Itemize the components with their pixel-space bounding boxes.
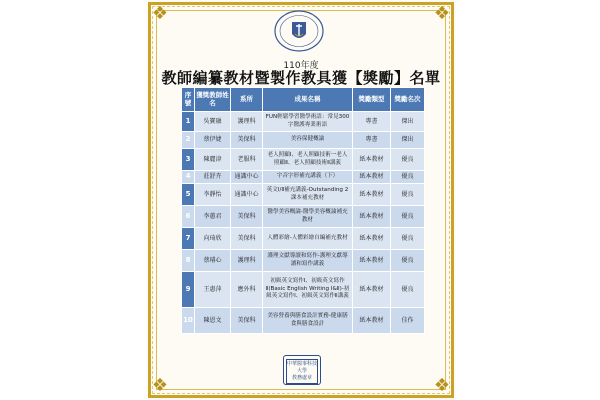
cell-dept: 通識中心 (231, 171, 263, 184)
cell-no: 7 (182, 228, 195, 250)
cell-rank: 優良 (391, 272, 425, 308)
table-row (182, 250, 425, 272)
cell-rank: 傑出 (391, 132, 425, 149)
cell-dept: 美保科 (231, 206, 263, 228)
cell-name: 吳寶融 (195, 112, 231, 132)
corner-ornament-icon: ❖ (151, 3, 169, 24)
cell-work: 初級英文寫作Ⅰ、初級英文寫作Ⅱ(Basic English Writing Ⅰ&Ⅱ)-初級英文寫作Ⅰ、初級英文寫作Ⅱ講義 (263, 272, 353, 308)
school-emblem-icon (273, 8, 325, 54)
corner-ornament-icon: ❖ (433, 375, 451, 396)
year-label: 110年度 (283, 61, 319, 71)
cell-type: 紙本教材 (353, 250, 391, 272)
cell-work: 英文Ⅰ/Ⅱ補充講義-Outstanding 2 課本補充教材 (263, 184, 353, 206)
table-row (182, 206, 425, 228)
official-stamp (283, 355, 321, 385)
cell-name: 王惠萍 (195, 272, 231, 308)
cell-name: 李靜怡 (195, 184, 231, 206)
cell-rank: 優良 (391, 228, 425, 250)
cell-dept: 通識中心 (231, 184, 263, 206)
cell-no: 8 (182, 250, 195, 272)
cell-name: 莊舒卉 (195, 171, 231, 184)
column-header: 獎勵名次 (391, 88, 425, 112)
cell-type: 紙本教材 (353, 184, 391, 206)
cell-work: 老人照顧Ⅰ、老人照顧技術一老人照顧Ⅱ、老人照顧技術Ⅱ講義 (263, 149, 353, 171)
cell-type: 紙本教材 (353, 206, 391, 228)
column-header: 序號 (182, 88, 195, 112)
cell-type: 紙本教材 (353, 272, 391, 308)
cell-work: 美容營養與膳食設計實務-健康膳食與膳食設計 (263, 308, 353, 334)
cell-rank: 優良 (391, 206, 425, 228)
cell-dept: 老服科 (231, 149, 263, 171)
table-row (182, 149, 425, 171)
stamp-line-1: 中華醫事科技大學 (287, 361, 318, 374)
cell-work: 宇音字形補充講義（下） (263, 171, 353, 184)
cell-no: 3 (182, 149, 195, 171)
cell-dept: 護理科 (231, 112, 263, 132)
table-row (182, 112, 425, 132)
cell-no: 1 (182, 112, 195, 132)
cell-rank: 傑出 (391, 112, 425, 132)
cell-name: 蔡伊婕 (195, 132, 231, 149)
cell-type: 紙本教材 (353, 308, 391, 334)
cell-name: 蔡璿心 (195, 250, 231, 272)
cell-type: 紙本教材 (353, 149, 391, 171)
award-table (181, 87, 425, 334)
corner-ornament-icon: ❖ (151, 375, 169, 396)
cell-work: FUN輕鬆學習醫學術語：常見300字醫護專業術語 (263, 112, 353, 132)
table-row (182, 184, 425, 206)
cell-dept: 護理科 (231, 250, 263, 272)
cell-dept: 美保科 (231, 132, 263, 149)
cell-name: 陳麗津 (195, 149, 231, 171)
column-header: 獎勵類型 (353, 88, 391, 112)
column-header: 成果名稱 (263, 88, 353, 112)
cell-rank: 佳作 (391, 308, 425, 334)
table-row (182, 272, 425, 308)
cell-type: 專書 (353, 112, 391, 132)
cell-name: 陳恩文 (195, 308, 231, 334)
cell-work: 護理文獻導讀和寫作-護理文獻導讀和寫作講義 (263, 250, 353, 272)
table-row (182, 228, 425, 250)
column-header: 獲獎教師姓名 (195, 88, 231, 112)
cell-no: 6 (182, 206, 195, 228)
cell-name: 向琦欣 (195, 228, 231, 250)
table-row (182, 132, 425, 149)
cell-type: 紙本教材 (353, 171, 391, 184)
cell-rank: 優良 (391, 171, 425, 184)
corner-ornament-icon: ❖ (433, 3, 451, 24)
cell-dept: 美保科 (231, 228, 263, 250)
table-body (182, 112, 425, 334)
cell-no: 5 (182, 184, 195, 206)
cell-type: 紙本教材 (353, 228, 391, 250)
table-row (182, 171, 425, 184)
cell-no: 9 (182, 272, 195, 308)
stamp-line-2: 教務處章 (291, 375, 312, 381)
cell-rank: 優良 (391, 250, 425, 272)
cell-dept: 美保科 (231, 308, 263, 334)
page-title: 教師編纂教材暨製作教具獲【獎勵】名單 (161, 69, 441, 87)
cell-work: 美容保健概論 (263, 132, 353, 149)
cell-no: 4 (182, 171, 195, 184)
cell-dept: 應外科 (231, 272, 263, 308)
cell-no: 10 (182, 308, 195, 334)
cell-rank: 優良 (391, 149, 425, 171)
cell-type: 專書 (353, 132, 391, 149)
cell-work: 醫學美容概論-醫學美容概論補充教材 (263, 206, 353, 228)
table-header-row (182, 88, 425, 112)
cell-rank: 優良 (391, 184, 425, 206)
cell-name: 李蕙君 (195, 206, 231, 228)
cell-work: 人體彩繪-人體彩繪自編補充教材 (263, 228, 353, 250)
column-header: 系所 (231, 88, 263, 112)
cell-no: 2 (182, 132, 195, 149)
table-row (182, 308, 425, 334)
